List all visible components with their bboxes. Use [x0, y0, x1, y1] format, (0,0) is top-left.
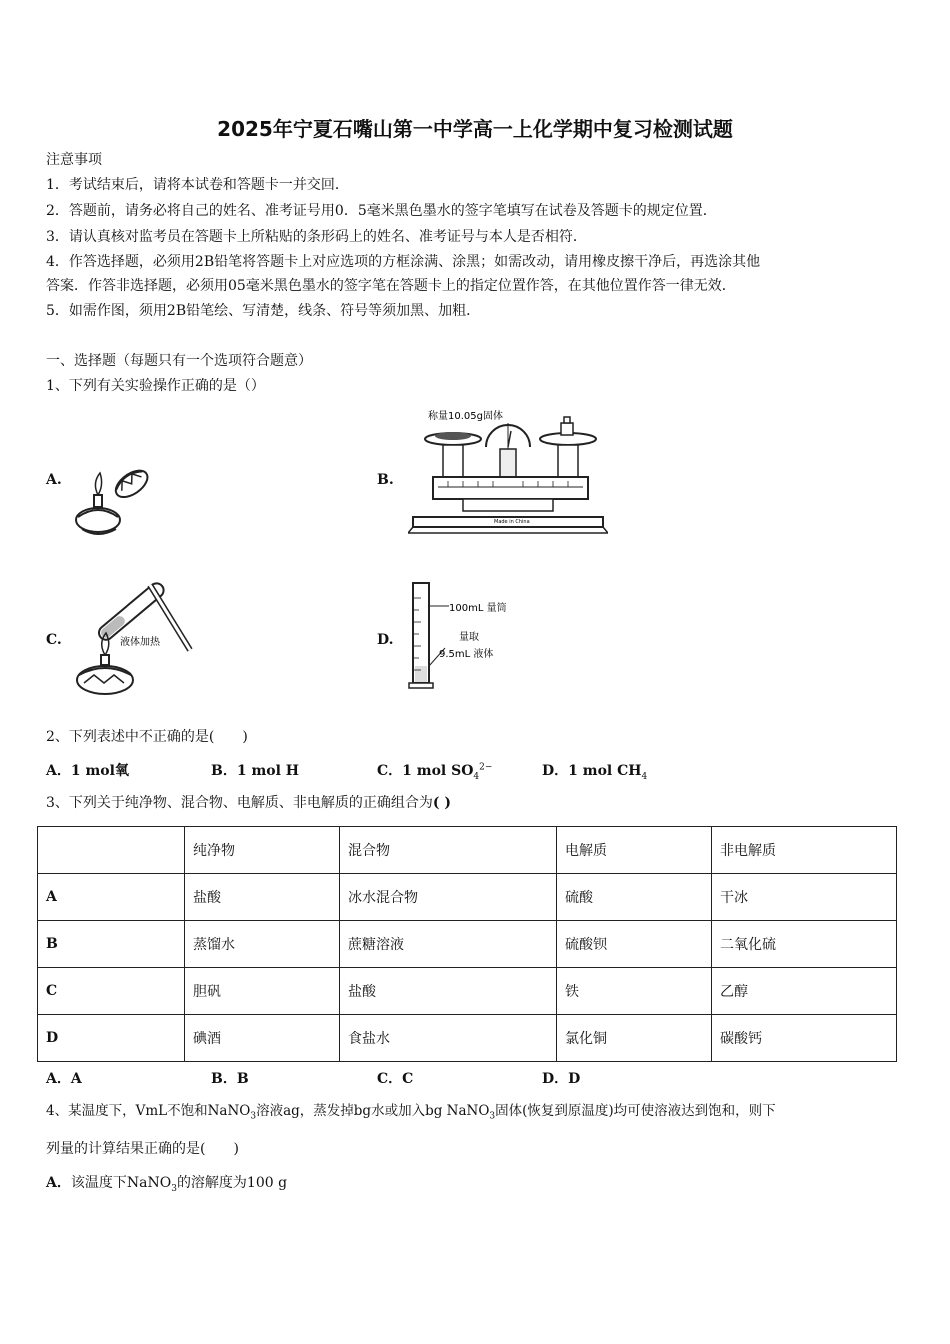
table-cell: 硫酸钡	[557, 921, 712, 968]
notice-item: 答案．作答非选择题，必须用05毫米黑色墨水的签字笔在答题卡上的指定位置作答，在其他位置作答一律无效．	[46, 278, 736, 294]
notice-item: 1．考试结束后，请将本试卷和答题卡一并交回．	[46, 177, 349, 193]
table-row	[38, 968, 897, 1015]
table-row	[38, 1015, 897, 1062]
table-cell: 盐酸	[340, 968, 557, 1015]
table-header-cell: 非电解质	[712, 827, 897, 874]
table-header-cell: 混合物	[340, 827, 557, 874]
table-cell: 硫酸	[557, 874, 712, 921]
notice-heading: 注意事项	[46, 152, 102, 168]
q2-option-d: D．1 mol $CH_4$	[542, 763, 648, 782]
table-cell: 干冰	[712, 874, 897, 921]
table-cell: C	[38, 968, 185, 1015]
table-cell: D	[38, 1015, 185, 1062]
table-cell: 铁	[557, 968, 712, 1015]
q2-option-b: B．1 mol H	[211, 763, 300, 779]
table-row	[38, 874, 897, 921]
table-cell: 蔗糖溶液	[340, 921, 557, 968]
figure-heating-c	[70, 565, 205, 700]
figure-balance-b	[408, 405, 608, 535]
q3-option-b: B．B	[211, 1071, 249, 1087]
table-cell: 盐酸	[185, 874, 340, 921]
q1-option-b-label: B.	[377, 472, 394, 488]
cylinder-caption-2: 量取	[459, 632, 479, 643]
notice-item: 5．如需作图，须用2B铅笔绘、写清楚，线条、符号等须加黑、加粗．	[46, 303, 481, 319]
balance-caption: 称量10.05g固体	[428, 411, 503, 422]
page-title: 2025年宁夏石嘴山第一中学高一上化学期中复习检测试题	[217, 117, 733, 141]
q2-option-a: A．1 mol氧	[46, 763, 129, 779]
q1-stem: 1、下列有关实验操作正确的是（）	[46, 378, 265, 394]
q3-option-a: A．A	[46, 1071, 82, 1087]
q4-stem-line2: 列量的计算结果正确的是( )	[46, 1141, 239, 1157]
table-header-row	[38, 827, 897, 874]
table-cell: A	[38, 874, 185, 921]
balance-small-label: Made in China	[494, 519, 530, 525]
table-header-cell: 纯净物	[185, 827, 340, 874]
table-cell: 冰水混合物	[340, 874, 557, 921]
table-cell: 碳酸钙	[712, 1015, 897, 1062]
q3-table	[37, 826, 897, 1062]
table-row	[38, 921, 897, 968]
cylinder-caption-3: 9.5mL 液体	[439, 649, 494, 660]
table-cell: 二氧化硫	[712, 921, 897, 968]
cylinder-caption: 100mL 量筒	[449, 603, 507, 614]
figure-alcohol-lamp-a	[70, 455, 160, 540]
q1-option-a-label: A.	[46, 472, 62, 488]
notice-item: 3．请认真核对监考员在答题卡上所粘贴的条形码上的姓名、准考证号与本人是否相符．	[46, 229, 587, 245]
section-heading: 一、选择题（每题只有一个选项符合题意）	[46, 353, 312, 369]
figure-cylinder-d	[405, 578, 535, 693]
notice-item: 4．作答选择题，必须用2B铅笔将答题卡上对应选项的方框涂满、涂黑；如需改动，请用橡皮擦干净后，再选涂其他	[46, 254, 761, 270]
heating-caption: 液体加热	[120, 637, 160, 648]
table-cell: 碘酒	[185, 1015, 340, 1062]
q4-stem-line1: 4、某温度下，VmL不饱和NaNO$_3$溶液ag，蒸发掉bg水或加入bg NaNO$_3$固体(恢复到原温度)均可使溶液达到饱和，则下	[46, 1103, 776, 1122]
q3-option-c: C．C	[377, 1071, 414, 1087]
table-cell: 胆矾	[185, 968, 340, 1015]
q1-option-c-label: C.	[46, 632, 62, 648]
table-cell: 食盐水	[340, 1015, 557, 1062]
table-cell: 蒸馏水	[185, 921, 340, 968]
q4-option-a: A．该温度下NaNO$_3$的溶解度为100 g	[46, 1175, 288, 1194]
table-header-cell	[38, 827, 185, 874]
notice-item: 2．答题前，请务必将自己的姓名、准考证号用0．5毫米黑色墨水的签字笔填写在试卷及答题卡的规定位置．	[46, 203, 717, 219]
q1-option-d-label: D.	[377, 632, 394, 648]
table-cell: 乙醇	[712, 968, 897, 1015]
q3-option-d: D．D	[542, 1071, 581, 1087]
q3-stem: 3、下列关于纯净物、混合物、电解质、非电解质的正确组合为( )	[46, 795, 452, 811]
q2-stem: 2、下列表述中不正确的是( )	[46, 729, 248, 745]
table-cell: B	[38, 921, 185, 968]
table-cell: 氯化铜	[557, 1015, 712, 1062]
q2-option-c: C．1 mol $SO_4^{2-}$	[377, 762, 493, 782]
table-header-cell: 电解质	[557, 827, 712, 874]
